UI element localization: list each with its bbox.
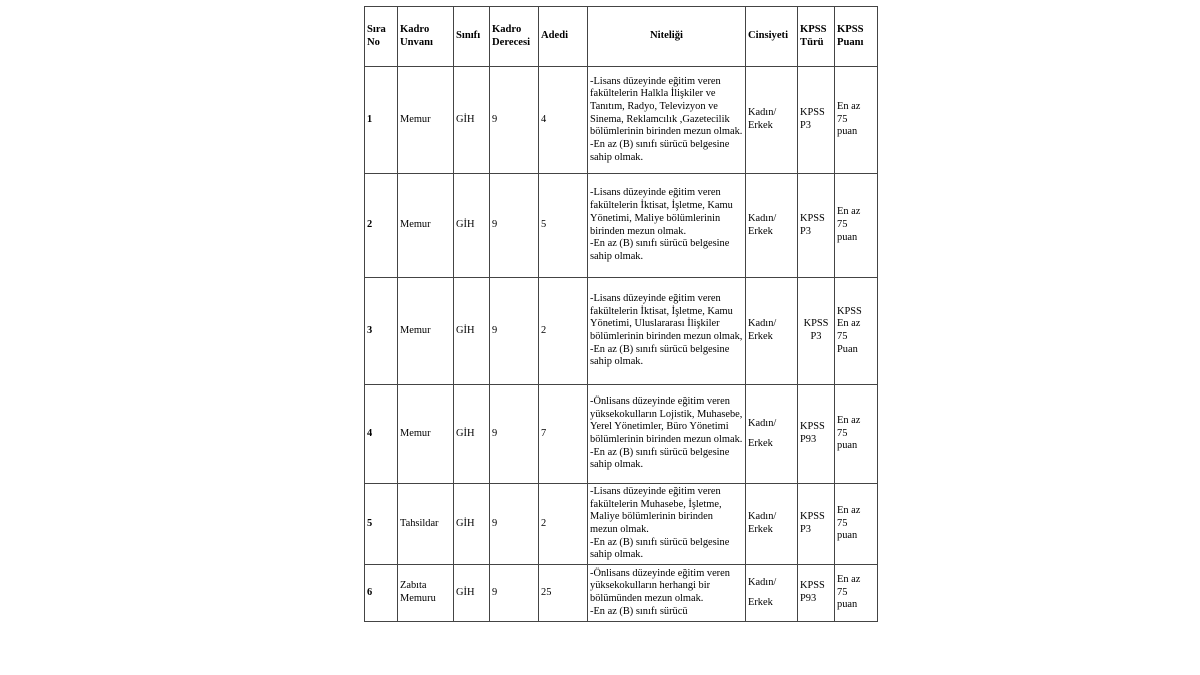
cell-kpss-puani: En az 75 puan — [835, 385, 878, 484]
cell-kpss-puani: En az 75 puan — [835, 67, 878, 174]
cell-nitelik: -Lisans düzeyinde eğitim veren fakültelerin İktisat, İşletme, Kamu Yönetimi, Uluslararası İlişkiler bölümlerinin birinden mezun olmak, -En az (B) sınıfı sürücü belgesine sahip olmak. — [588, 278, 746, 385]
cell-derece: 9 — [490, 174, 539, 278]
cell-adedi: 5 — [539, 174, 588, 278]
table-row — [365, 278, 878, 385]
cell-cinsiyet: Kadın/ Erkek — [746, 67, 798, 174]
table-row — [365, 174, 878, 278]
header-sinifi: Sınıfı — [454, 7, 490, 67]
cell-derece: 9 — [490, 484, 539, 565]
cell-nitelik: -Önlisans düzeyinde eğitim veren yüksekokulların Lojistik, Muhasebe, Yerel Yönetimler, Büro Yönetimi bölümlerinin birinden mezun olmak. -En az (B) sınıfı sürücü belgesine sahip olmak. — [588, 385, 746, 484]
cell-adedi: 25 — [539, 565, 588, 622]
header-adedi: Adedi — [539, 7, 588, 67]
cell-sinifi: GİH — [454, 385, 490, 484]
cell-sinifi: GİH — [454, 67, 490, 174]
cell-cinsiyet: Kadın/ Erkek — [746, 484, 798, 565]
cell-nitelik: -Lisans düzeyinde eğitim veren fakültelerin Muhasebe, İşletme, Maliye bölümlerinin birinden mezun olmak. -En az (B) sınıfı sürücü belgesine sahip olmak. — [588, 484, 746, 565]
cell-kpss-puani: En az 75 puan — [835, 484, 878, 565]
cell-nitelik: -Lisans düzeyinde eğitim veren fakültelerin Halkla İlişkiler ve Tanıtım, Radyo, Televizyon ve Sinema, Reklamcılık ,Gazetecilik bölümlerinin birinden mezun olmak. -En az (B) sınıfı sürücü belgesine sahip olmak. — [588, 67, 746, 174]
cell-derece: 9 — [490, 278, 539, 385]
header-kpss-turu: KPSS Türü — [798, 7, 835, 67]
cell-kpss-puani: En az 75 puan — [835, 565, 878, 622]
cell-cinsiyet: Kadın/ Erkek — [746, 278, 798, 385]
cell-adedi: 4 — [539, 67, 588, 174]
cell-kpss-turu: KPSS P3 — [798, 484, 835, 565]
cell-kpss-puani: En az 75 puan — [835, 174, 878, 278]
cell-cinsiyet: Kadın/ Erkek — [746, 385, 798, 484]
cell-adedi: 2 — [539, 484, 588, 565]
cell-sinifi: GİH — [454, 278, 490, 385]
cell-kpss-turu: KPSS P3 — [798, 278, 835, 385]
cell-derece: 9 — [490, 385, 539, 484]
header-derece: Kadro Derecesi — [490, 7, 539, 67]
table-row — [365, 67, 878, 174]
cell-unvan: Zabıta Memuru — [398, 565, 454, 622]
header-unvan: Kadro Unvanı — [398, 7, 454, 67]
cell-no: 6 — [365, 565, 398, 622]
cell-sinifi: GİH — [454, 174, 490, 278]
cell-unvan: Tahsildar — [398, 484, 454, 565]
cell-no: 3 — [365, 278, 398, 385]
cell-nitelik: -Lisans düzeyinde eğitim veren fakültelerin İktisat, İşletme, Kamu Yönetimi, Maliye bölümlerinin birinden mezun olmak. -En az (B) sınıfı sürücü belgesine sahip olmak. — [588, 174, 746, 278]
cell-adedi: 2 — [539, 278, 588, 385]
header-kpss-puani: KPSS Puanı — [835, 7, 878, 67]
cell-unvan: Memur — [398, 278, 454, 385]
kadro-table — [364, 6, 878, 622]
table-row — [365, 565, 878, 622]
table-row — [365, 484, 878, 565]
header-nitelik: Niteliği — [588, 7, 746, 67]
cell-kpss-puani: KPSS En az 75 Puan — [835, 278, 878, 385]
cell-nitelik: -Önlisans düzeyinde eğitim veren yüksekokulların herhangi bir bölümünden mezun olmak. -En az (B) sınıfı sürücü — [588, 565, 746, 622]
table-row — [365, 385, 878, 484]
cell-no: 2 — [365, 174, 398, 278]
cell-no: 5 — [365, 484, 398, 565]
cell-adedi: 7 — [539, 385, 588, 484]
cell-kpss-turu: KPSS P3 — [798, 67, 835, 174]
cell-sinifi: GİH — [454, 565, 490, 622]
cell-kpss-turu: KPSS P93 — [798, 565, 835, 622]
header-sira: Sıra No — [365, 7, 398, 67]
cell-no: 1 — [365, 67, 398, 174]
cell-unvan: Memur — [398, 67, 454, 174]
cell-derece: 9 — [490, 565, 539, 622]
cell-kpss-turu: KPSS P93 — [798, 385, 835, 484]
cell-derece: 9 — [490, 67, 539, 174]
cell-cinsiyet: Kadın/ Erkek — [746, 565, 798, 622]
cell-kpss-turu: KPSS P3 — [798, 174, 835, 278]
cell-no: 4 — [365, 385, 398, 484]
header-row — [365, 7, 878, 67]
cell-sinifi: GİH — [454, 484, 490, 565]
cell-unvan: Memur — [398, 385, 454, 484]
header-cinsiyet: Cinsiyeti — [746, 7, 798, 67]
cell-unvan: Memur — [398, 174, 454, 278]
cell-cinsiyet: Kadın/ Erkek — [746, 174, 798, 278]
